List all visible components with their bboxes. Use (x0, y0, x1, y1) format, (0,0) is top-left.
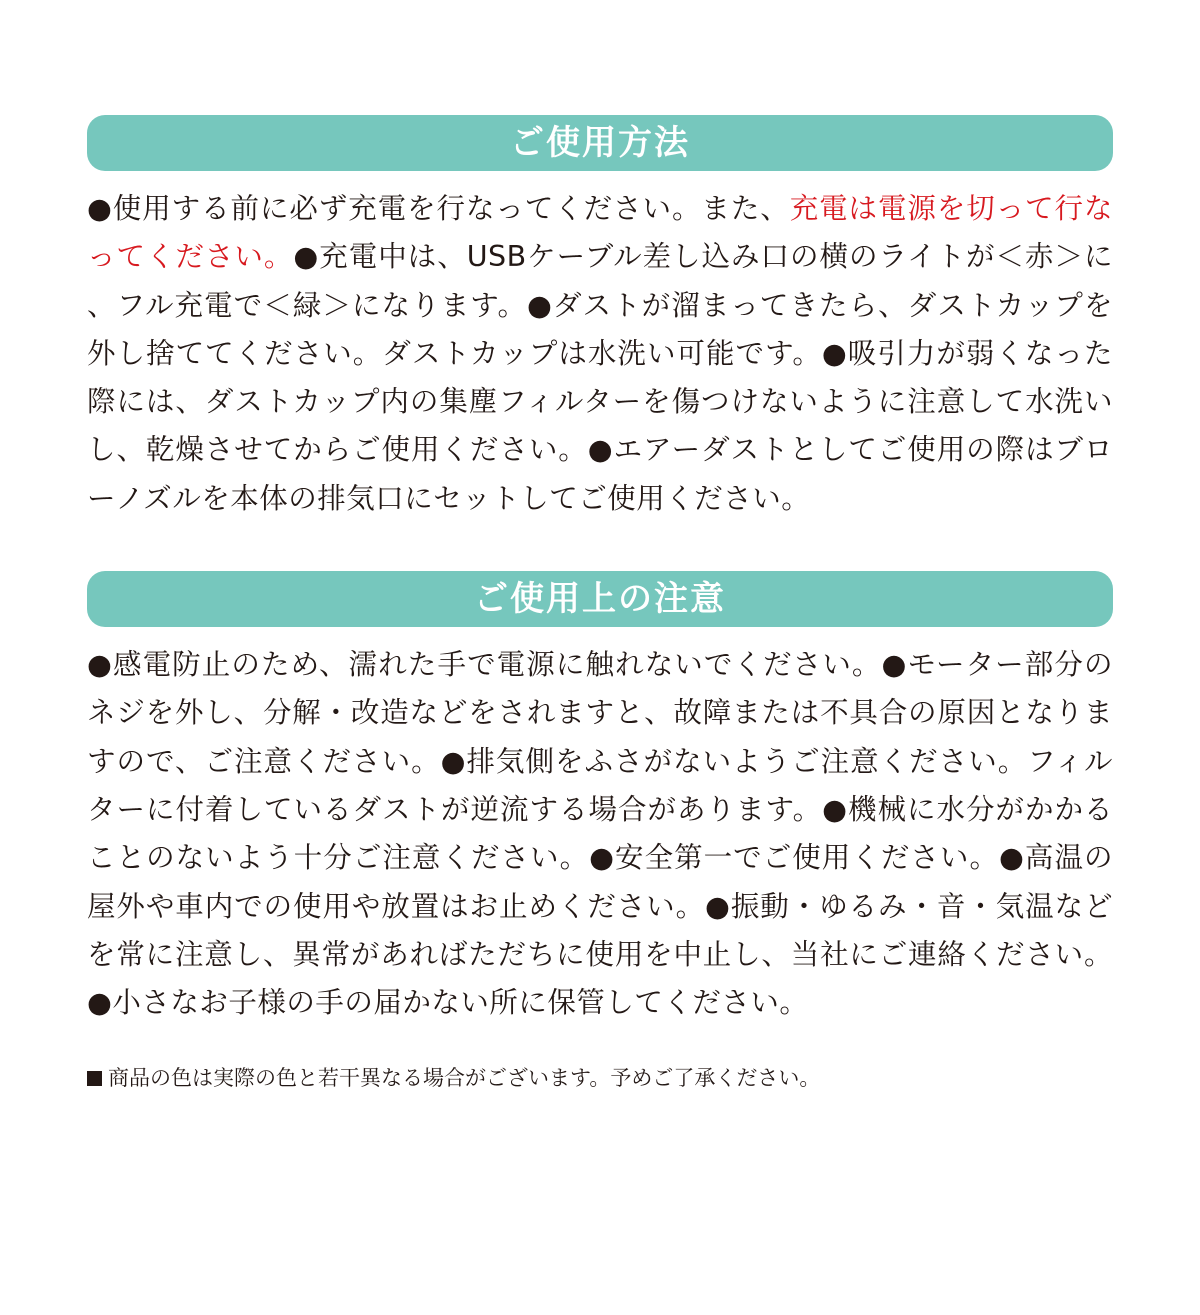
cautions-text: ●感電防止のため、濡れた手で電源に触れないでください。●モーター部分のネジを外し、分解・改造などをされますと、故障または不具合の原因となりますので、ご注意ください。●排気側をふさがないようご注意ください。フィルターに付着しているダストが逆流する場合があります。●機械に水分がかかることのないよう十分ご注意ください。●安全第一でご使用ください。●高温の屋外や車内での使用や放置はお止めください。●振動・ゆるみ・音・気温などを常に注意し、異常があればただちに使用を中止し、当社にご連絡ください。●小さなお子様の手の届かない所に保管してください。 (87, 648, 1113, 1020)
color-disclaimer (87, 1063, 1113, 1093)
usage-section-header (87, 115, 1113, 171)
cautions-section-title: ご使用上の注意 (474, 579, 726, 620)
usage-text-part-2: ●充電中は、USBケーブル差し込み口の横のライトが＜赤＞に、フル充電で＜緑＞になります。●ダストが溜まってきたら、ダストカップを外し捨ててください。ダストカップは水洗い可能です。●吸引力が弱くなった際には、ダストカップ内の集塵フィルターを傷つけないように注意して水洗いし、乾燥させてからご使用ください。●エアーダストとしてご使用の際はブローノズルを本体の排気口にセットしてご使用ください。 (87, 240, 1113, 515)
usage-warning-red-text: 充電は電源を切って行なってください。 (87, 192, 1113, 274)
cautions-section-header (87, 571, 1113, 627)
instruction-sheet (0, 115, 1200, 1315)
usage-section-title: ご使用方法 (510, 123, 690, 163)
black-square-icon (87, 1071, 102, 1086)
usage-instructions-text (87, 185, 1113, 523)
usage-text-part-1: ●使用する前に必ず充電を行なってください。また、 (87, 192, 790, 225)
color-disclaimer-text: 商品の色は実際の色と若干異なる場合がございます。予めご了承ください。 (108, 1066, 821, 1091)
